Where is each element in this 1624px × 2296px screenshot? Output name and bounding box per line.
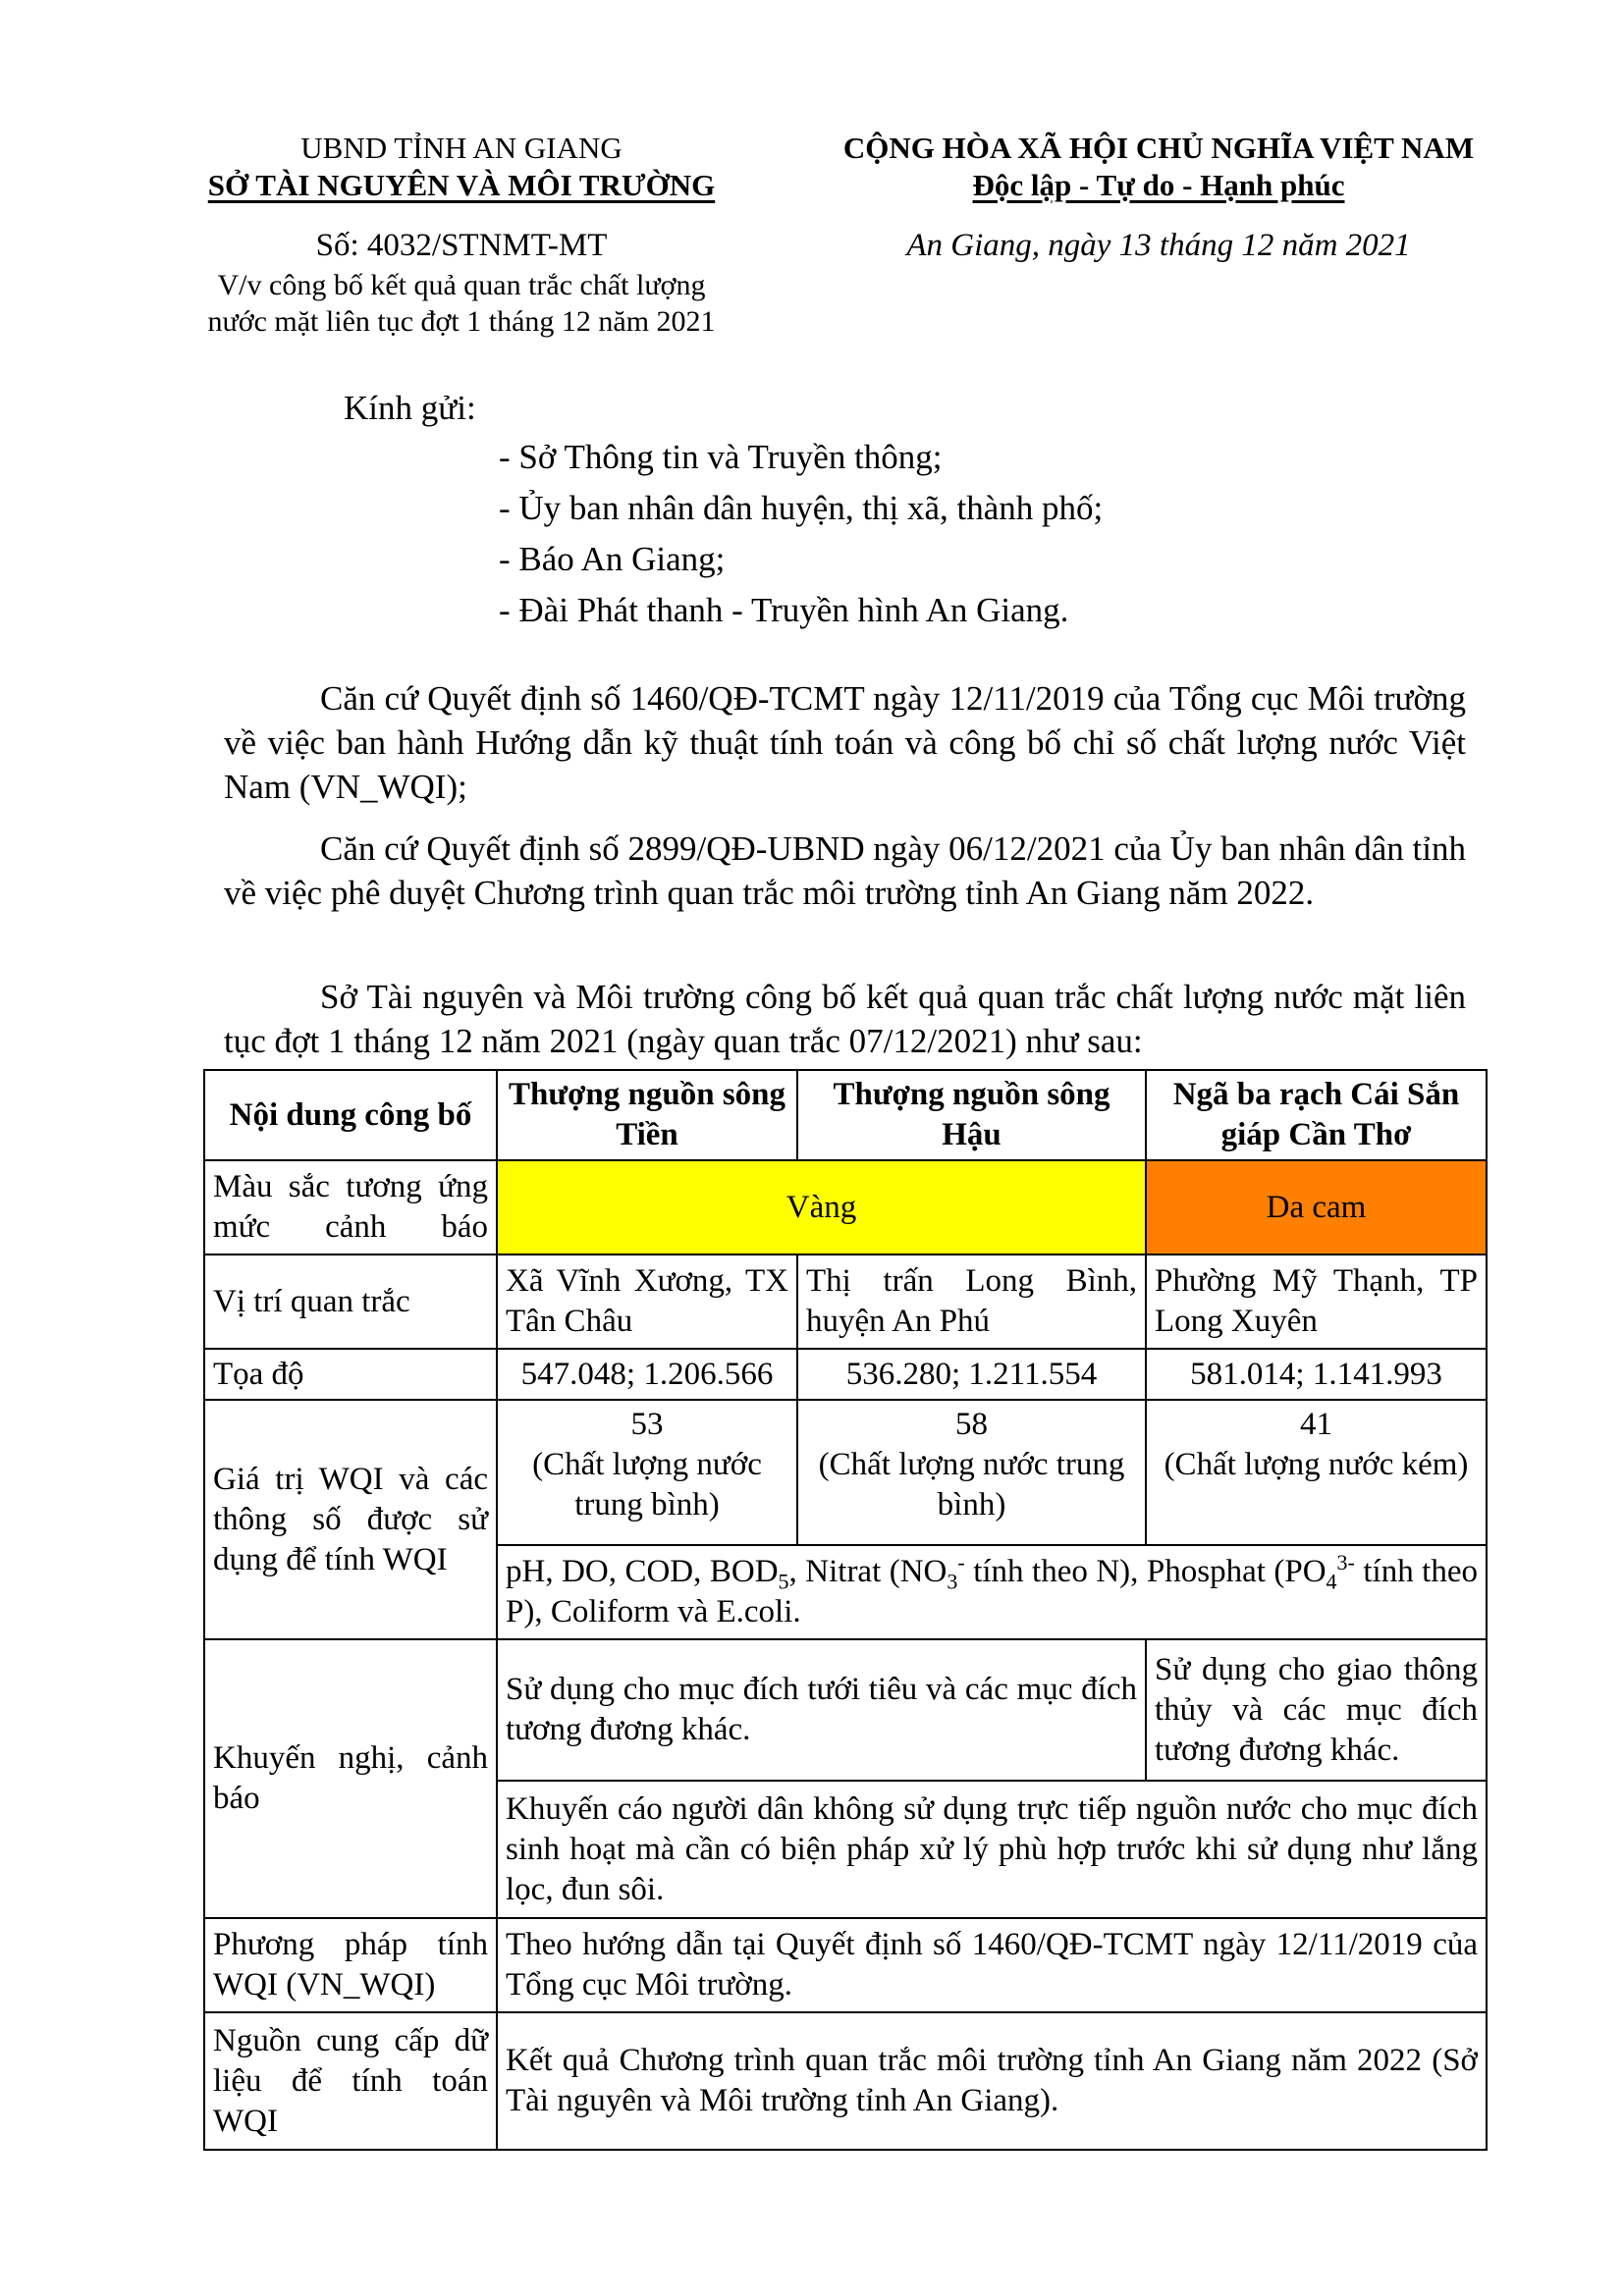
- table-row: [204, 1160, 1487, 1255]
- warning-color-orange: Da cam: [1146, 1160, 1487, 1255]
- wqi-number: 41: [1300, 1407, 1332, 1442]
- wqi-parameters: pH, DO, COD, $BOD_5$, Nitrat ($NO_3^-$ tính theo N), Phosphat ($PO_4^{3-}$ tính theo P), Coliform và E.coli.: [497, 1545, 1487, 1639]
- row-label: Giá trị WQI và các thông số được sử dụng để tính WQI: [204, 1400, 497, 1639]
- wqi-number: 53: [630, 1407, 664, 1442]
- table-row: [204, 1400, 1487, 1545]
- table-row: [204, 1639, 1487, 1781]
- row-label: Nguồn cung cấp dữ liệu để tính toán WQI: [204, 2012, 497, 2150]
- wqi-value-cell: [797, 1400, 1146, 1545]
- wqi-quality: (Chất lượng nước kém): [1164, 1447, 1469, 1482]
- health-advice: Khuyến cáo người dân không sử dụng trực tiếp nguồn nước cho mục đích sinh hoạt mà cần có biện pháp xử lý phù hợp trước khi sử dụng như lắng lọc, đun sôi.: [497, 1781, 1487, 1918]
- paragraph-1: Căn cứ Quyết định số 1460/QĐ-TCMT ngày 12/11/2019 của Tổng cục Môi trường về việc ban hành Hướng dẫn kỹ thuật tính toán và công bố chỉ số chất lượng nước Việt Nam (VN_WQI);: [224, 679, 1466, 806]
- paragraph-3: Sở Tài nguyên và Môi trường công bố kết quả quan trắc chất lượng nước mặt liên tục đợt 1 tháng 12 năm 2021 (ngày quan trắc 07/12/2021) như sau:: [224, 978, 1466, 1060]
- row-label: Khuyến nghị, cảnh báo: [204, 1639, 497, 1918]
- document-number: Số: 4032/STNMT-MT: [315, 228, 608, 263]
- method-value: Theo hướng dẫn tại Quyết định số 1460/QĐ-TCMT ngày 12/11/2019 của Tổng cục Môi trường.: [497, 1918, 1487, 2012]
- national-title: CỘNG HÒA XÃ HỘI CHỦ NGHĨA VIỆT NAM: [842, 131, 1475, 165]
- wqi-value-cell: [497, 1400, 797, 1545]
- document-subject: [157, 267, 766, 340]
- source-value: Kết quả Chương trình quan trắc môi trường tỉnh An Giang năm 2022 (Sở Tài nguyên và Môi trường tỉnh An Giang).: [497, 2012, 1487, 2150]
- recipient-item: - Ủy ban nhân dân huyện, thị xã, thành phố;: [499, 489, 1104, 527]
- recipient-item: - Sở Thông tin và Truyền thông;: [499, 438, 943, 476]
- table-cell: 581.014; 1.141.993: [1146, 1349, 1487, 1400]
- header-left: [157, 130, 766, 204]
- table-header: Ngã ba rạch Cái Sắn giáp Cần Thơ: [1146, 1070, 1487, 1160]
- table-cell: Thị trấn Long Bình, huyện An Phú: [797, 1255, 1146, 1349]
- wqi-number: 58: [955, 1407, 988, 1442]
- row-label: Phương pháp tính WQI (VN_WQI): [204, 1918, 497, 2012]
- wqi-value-cell: [1146, 1400, 1487, 1545]
- wqi-quality: (Chất lượng nước trung bình): [532, 1447, 762, 1522]
- header-right: [795, 130, 1522, 204]
- agency-name: SỞ TÀI NGUYÊN VÀ MÔI TRƯỜNG: [207, 168, 716, 202]
- agency-parent: UBND TỈNH AN GIANG: [300, 131, 623, 165]
- table-cell: Phường Mỹ Thạnh, TP Long Xuyên: [1146, 1255, 1487, 1349]
- table-row: [204, 1918, 1487, 2012]
- subject-line-1: V/v công bố kết quả quan trắc chất lượng: [217, 269, 706, 301]
- recipient-item: - Báo An Giang;: [499, 540, 726, 578]
- usage-recommendation: Sử dụng cho giao thông thủy và các mục đích tương đương khác.: [1146, 1639, 1487, 1781]
- table-row: [204, 1255, 1487, 1349]
- row-label: Màu sắc tương ứng mức cảnh báo: [204, 1160, 497, 1255]
- row-label: Vị trí quan trắc: [204, 1255, 497, 1349]
- table-header: Nội dung công bố: [204, 1070, 497, 1160]
- table-row: [204, 1349, 1487, 1400]
- table-row: [204, 2012, 1487, 2150]
- subject-line-2: nước mặt liên tục đợt 1 tháng 12 năm 2021: [207, 305, 716, 338]
- national-motto: Độc lập - Tự do - Hạnh phúc: [972, 168, 1345, 202]
- usage-recommendation: Sử dụng cho mục đích tưới tiêu và các mục đích tương đương khác.: [497, 1639, 1146, 1781]
- paragraph-2: Căn cứ Quyết định số 2899/QĐ-UBND ngày 06/12/2021 của Ủy ban nhân dân tỉnh về việc phê duyệt Chương trình quan trắc môi trường tỉnh An Giang năm 2022.: [224, 829, 1466, 912]
- recipients-label: Kính gửi:: [344, 389, 476, 427]
- table-header-row: [204, 1070, 1487, 1160]
- table-cell: 547.048; 1.206.566: [497, 1349, 797, 1400]
- table-header: Thượng nguồn sông Hậu: [797, 1070, 1146, 1160]
- recipients-list: [499, 432, 1103, 636]
- table-cell: Xã Vĩnh Xương, TX Tân Châu: [497, 1255, 797, 1349]
- wqi-table: [203, 1069, 1488, 2151]
- document-date: An Giang, ngày 13 tháng 12 năm 2021: [906, 228, 1411, 263]
- recipient-item: - Đài Phát thanh - Truyền hình An Giang.: [499, 591, 1069, 629]
- table-header: Thượng nguồn sông Tiền: [497, 1070, 797, 1160]
- wqi-quality: (Chất lượng nước trung bình): [818, 1447, 1125, 1522]
- warning-color-yellow: Vàng: [497, 1160, 1146, 1255]
- row-label: Tọa độ: [204, 1349, 497, 1400]
- table-cell: 536.280; 1.211.554: [797, 1349, 1146, 1400]
